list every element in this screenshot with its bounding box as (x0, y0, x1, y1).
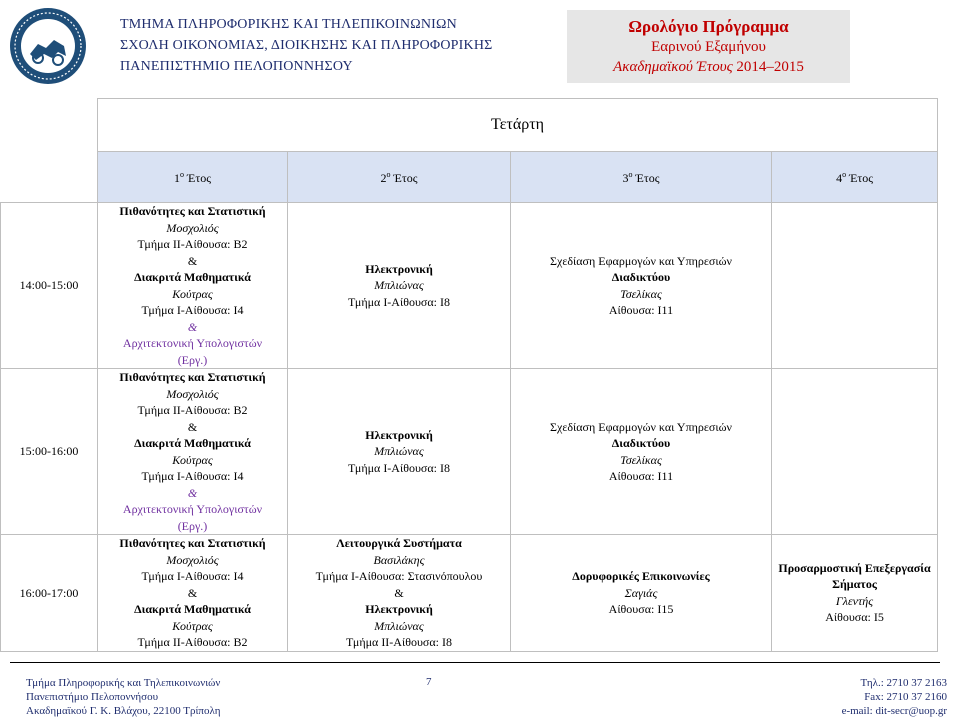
course-line: Μπλιώνας (374, 618, 424, 633)
year-header-2: $2^o$ Έτος (288, 152, 511, 203)
course-line: Ηλεκτρονική (365, 261, 433, 276)
schedule-row (1, 535, 938, 652)
footer-email[interactable]: e-mail: dit-secr@uop.gr (841, 705, 947, 717)
course-line: Τμήμα Ι-Αίθουσα: Ι4 (141, 303, 244, 317)
course-line: & (187, 419, 198, 434)
course-line: Αρχιτεκτονική Υπολογιστών (122, 336, 263, 350)
course-line: Τμήμα Ι-Αίθουσα: Ι4 (141, 569, 244, 583)
course-line: Τμήμα ΙΙ-Αίθουσα: Ι8 (346, 635, 452, 649)
page-number: 7 (426, 676, 432, 688)
course-line: Δορυφορικές Επικοινωνίες (572, 569, 710, 583)
course-line: Μοσχολιός (166, 386, 219, 401)
academic-year-value: 2014–2015 (736, 59, 804, 75)
course-line: Τμήμα Ι-Αίθουσα: Ι8 (348, 294, 450, 309)
schedule-title: Ωρολόγιο Πρόγραμμα (628, 17, 789, 36)
course-line: Λειτουργικά Συστήματα (336, 536, 462, 550)
course-line: Ηλεκτρονική (365, 602, 433, 616)
day-title: Τετάρτη (98, 99, 938, 152)
year-header-3: $3^o$ Έτος (511, 152, 772, 203)
course-line: Προσαρμοστική Επεξεργασία (778, 560, 931, 575)
footer-street: Ακαδημαϊκού Γ. Κ. Βλάχου, 22100 Τρίπολη (26, 705, 221, 717)
academic-year (567, 57, 850, 77)
course-cell-y3 (511, 535, 772, 652)
course-line: (Εργ.) (177, 518, 208, 533)
course-line: Κούτρας (172, 452, 213, 467)
course-line: Κούτρας (172, 286, 213, 301)
course-line: Πιθανότητες και Στατιστική (119, 536, 266, 550)
year-header-row (1, 152, 938, 203)
course-line: Αίθουσα: Ι11 (608, 303, 674, 317)
schedule-row (1, 203, 938, 369)
semester-label: Εαρινού Εξαμήνου (651, 39, 766, 55)
course-line: (Εργ.) (177, 352, 208, 367)
course-cell-y4 (772, 535, 938, 652)
institution-header (120, 14, 493, 77)
course-line: & (187, 319, 198, 334)
course-line: Σχεδίαση Εφαρμογών και Υπηρεσιών (550, 419, 732, 434)
footer-divider (10, 662, 940, 663)
course-cell-y1 (98, 203, 288, 369)
year-header-1: $1^o$ Έτος (98, 152, 288, 203)
course-line: Τμήμα Ι-Αίθουσα: Στασινόπουλου (315, 569, 483, 583)
course-line: Διαδικτύου (611, 436, 671, 450)
course-line: Διακριτά Μαθηματικά (134, 436, 251, 450)
course-line: Μοσχολιός (166, 220, 219, 235)
university-name: ΠΑΝΕΠΙΣΤΗΜΙΟ ΠΕΛΟΠΟΝΝΗΣΟΥ (120, 59, 353, 74)
course-line: Τσελίκας (620, 286, 662, 301)
schedule-row (1, 369, 938, 535)
course-line: Σχεδίαση Εφαρμογών και Υπηρεσιών (550, 253, 732, 268)
course-line: Σαγιάς (624, 585, 658, 600)
course-line: Αίθουσα: Ι15 (608, 602, 674, 616)
footer-address (26, 676, 220, 718)
time-slot: 15:00-16:00 (1, 369, 98, 535)
course-line: Κούτρας (172, 618, 213, 633)
school-name: ΣΧΟΛΗ ΟΙΚΟΝΟΜΙΑΣ, ΔΙΟΙΚΗΣΗΣ ΚΑΙ ΠΛΗΡΟΦΟΡΙΚΗΣ (120, 38, 493, 53)
course-line: Τμήμα ΙΙ-Αίθουσα: Β2 (137, 635, 248, 649)
course-line: & (394, 585, 404, 600)
time-slot: 14:00-15:00 (1, 203, 98, 369)
department-name: ΤΜΗΜΑ ΠΛΗΡΟΦΟΡΙΚΗΣ ΚΑΙ ΤΗΛΕΠΙΚΟΙΝΩΝΙΩΝ (120, 17, 457, 32)
course-line: Γλεντής (835, 593, 874, 608)
course-line: Πιθανότητες και Στατιστική (119, 204, 266, 218)
course-cell-y2 (288, 535, 511, 652)
course-cell-y3 (511, 203, 772, 369)
course-line: Διαδικτύου (611, 270, 671, 284)
course-cell-y4 (772, 203, 938, 369)
course-cell-y1 (98, 535, 288, 652)
course-cell-y2 (288, 203, 511, 369)
course-line: Μπλιώνας (374, 444, 424, 459)
course-line: Πιθανότητες και Στατιστική (119, 370, 266, 384)
footer-department: Τμήμα Πληροφορικής και Τηλεπικοινωνιών (26, 677, 221, 689)
course-line: & (187, 585, 198, 600)
course-line: Μπλιώνας (374, 278, 424, 293)
university-seal-logo (8, 6, 88, 86)
year-header-4: $4^o$ Έτος (772, 152, 938, 203)
course-line: Σήματος (832, 577, 877, 592)
footer-phone: Τηλ.: 2710 37 2163 (860, 677, 947, 689)
schedule-title-box (567, 10, 850, 83)
footer-fax: Fax: 2710 37 2160 (864, 691, 947, 703)
academic-year-prefix: Ακαδημαϊκού Έτους (613, 59, 737, 75)
footer-university: Πανεπιστήμιο Πελοποννήσου (26, 691, 159, 703)
course-line: Ηλεκτρονική (365, 427, 433, 442)
course-line: Τσελίκας (620, 452, 662, 467)
course-cell-y3 (511, 369, 772, 535)
course-cell-y1 (98, 369, 288, 535)
course-line: Βασιλάκης (373, 552, 425, 567)
course-cell-y4 (772, 369, 938, 535)
footer-contact (842, 676, 947, 718)
course-line: Διακριτά Μαθηματικά (134, 602, 251, 616)
course-line: Τμήμα Ι-Αίθουσα: Ι4 (141, 469, 244, 483)
course-line: Τμήμα Ι-Αίθουσα: Ι8 (348, 460, 450, 475)
year-header-blank (1, 152, 98, 203)
course-line: Τμήμα ΙΙ-Αίθουσα: Β2 (137, 403, 248, 417)
course-line: Διακριτά Μαθηματικά (134, 270, 251, 284)
course-line: Μοσχολιός (166, 552, 219, 567)
corner-blank (1, 99, 98, 152)
schedule-table (0, 98, 938, 652)
course-line: Αρχιτεκτονική Υπολογιστών (122, 502, 263, 516)
course-line: & (187, 485, 198, 500)
course-line: Αίθουσα: Ι11 (608, 469, 674, 483)
course-cell-y2 (288, 369, 511, 535)
course-line: & (187, 253, 198, 268)
course-line: Τμήμα ΙΙ-Αίθουσα: Β2 (137, 237, 248, 251)
time-slot: 16:00-17:00 (1, 535, 98, 652)
course-line: Αίθουσα: Ι5 (825, 610, 884, 625)
